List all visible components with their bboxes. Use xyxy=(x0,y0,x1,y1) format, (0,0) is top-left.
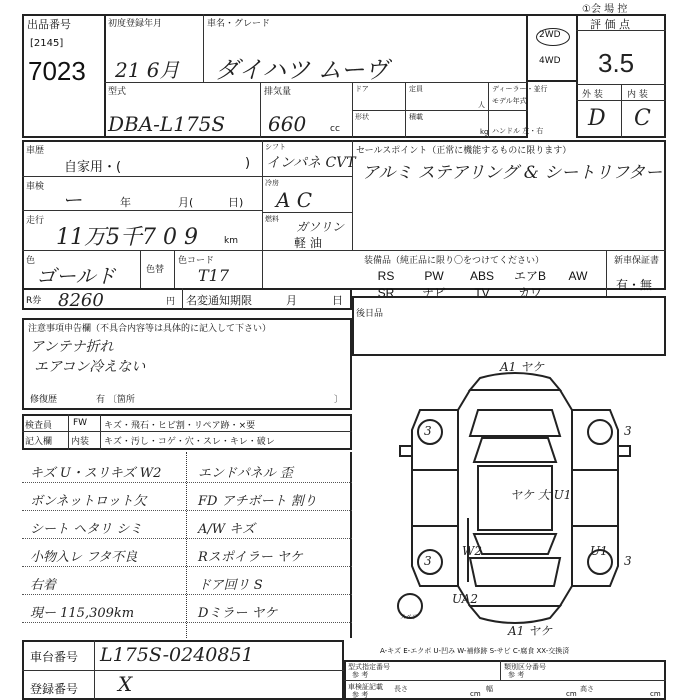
interior-value: C xyxy=(634,106,651,131)
color-change-label: 色替 xyxy=(146,265,165,275)
inspector-note-notes_right-5: Dミラー ヤケ xyxy=(198,606,278,621)
spare-label: スペア xyxy=(400,614,419,621)
equipment-item-eq_row1-1: PW xyxy=(424,269,444,283)
fuel-value: ガソリン xyxy=(296,220,345,234)
inspector-note-notes_right-2: A/W キズ xyxy=(198,522,256,537)
first-reg-value: 21 6月 xyxy=(115,58,180,82)
length-label: 長さ xyxy=(394,685,408,693)
notes-rule-line xyxy=(22,482,352,483)
class-label: 類別区分番号 xyxy=(504,663,546,671)
equipment-label: 装備品（純正品に限り〇をつけてください） xyxy=(364,256,545,266)
drive-4wd: 4WD xyxy=(539,56,561,66)
reg-value: X xyxy=(118,672,133,696)
color-code-value: T17 xyxy=(198,266,230,285)
notes-rule-line xyxy=(22,510,352,511)
month-unit: 月( xyxy=(178,196,194,209)
diagram-left-label: W2 xyxy=(462,544,482,558)
color-label: 色 xyxy=(26,256,36,266)
diagram-circle-2: 3 xyxy=(624,424,632,438)
cert-ref: 参 考 xyxy=(352,691,369,699)
row1-text: キズ・飛石・ヒビ割・リペア跡・×要 xyxy=(104,421,256,431)
inspector-note-notes_right-0: エンドパネル 歪 xyxy=(198,466,293,481)
diagram-legend: A-キズ E-エクボ U-凹み W-補修跡 S-サビ C-腐食 XX-交換済 xyxy=(380,647,570,655)
exterior-value: D xyxy=(588,106,606,131)
inspector-note-notes_right-4: ドア回リ S xyxy=(198,578,263,593)
yen-unit: 円 xyxy=(166,297,176,307)
cc-unit: cc xyxy=(330,124,340,134)
dealer-label: ディーラー・並行 xyxy=(492,85,548,93)
title-change-month: 月 xyxy=(286,294,297,307)
warranty-value: 有・無 xyxy=(616,278,653,292)
equipment-item-eq_row2-1: ナビ xyxy=(421,286,446,300)
width-label: 幅 xyxy=(486,685,493,693)
reg-label: 登録番号 xyxy=(30,682,79,696)
row2-tag: 内装 xyxy=(71,437,90,447)
special-label: 型式指定番号 xyxy=(348,663,390,671)
notes-rule-line xyxy=(22,622,352,623)
diagram-rear-left: UA2 xyxy=(452,592,479,606)
after-box xyxy=(352,296,666,356)
diagram-middle-label: ヤケ 大 U1 xyxy=(510,488,572,502)
equipment-item-eq_row2-3: カワ xyxy=(517,286,542,300)
repair-close: 〕 xyxy=(334,395,344,405)
history-close: ) xyxy=(245,156,251,171)
fuel-label: 燃料 xyxy=(265,215,279,223)
displacement-value: 660 xyxy=(268,112,307,136)
name-label: 車名・グレード xyxy=(207,19,271,29)
lot-label: 出品番号 xyxy=(27,18,71,31)
model-year-label: モデル年式 xyxy=(492,97,527,105)
model-label: 型式 xyxy=(108,87,127,97)
selling-value: アルミ ステアリング & シートリフター xyxy=(362,163,663,183)
kg-unit: kg xyxy=(480,128,489,136)
lot-sub: [2145] xyxy=(30,38,64,49)
shape-label: 形状 xyxy=(355,113,369,121)
capacity-label: 定員 xyxy=(409,85,423,93)
inspector-note-notes-3: 小物入レ フタ不良 xyxy=(30,550,138,565)
diagram-circle-3: 3 xyxy=(424,554,432,568)
notes-rule-line xyxy=(22,594,352,595)
shift-label: シフト xyxy=(265,143,286,151)
handle-label: ハンドル 左・右 xyxy=(492,127,544,135)
diagram-bottom-label: A1 ヤケ xyxy=(508,624,553,638)
chassis-value: L175S-0240851 xyxy=(100,644,254,666)
row1-tag: FW xyxy=(73,418,88,428)
lot-number: 7023 xyxy=(28,56,86,86)
displacement-label: 排気量 xyxy=(264,87,292,97)
ac-label: 冷房 xyxy=(265,179,279,187)
inspector-note-notes-5: 現ー 115,309km xyxy=(30,606,135,621)
notes-line-1: アンテナ折れ xyxy=(30,339,114,355)
drive-2wd: 2WD xyxy=(539,30,561,40)
notes-rule-line xyxy=(22,566,352,567)
row2-text: キズ・汚し・コゲ・穴・スレ・キレ・破レ xyxy=(104,437,275,447)
repair-label: 修復歴 xyxy=(30,395,58,405)
equipment-item-eq_row2-2: TV xyxy=(474,286,490,300)
diagram-circle-4: 3 xyxy=(624,554,632,568)
inspection-label: 車検 xyxy=(26,182,45,192)
cert-label: 車検証記載 xyxy=(348,683,383,691)
inspector-note-notes-2: シート ヘタリ シミ xyxy=(30,522,143,537)
inspector-note-notes_right-3: Rスポイラー ヤケ xyxy=(198,550,303,565)
mileage-value: 11万5千7 0 9 xyxy=(56,225,198,250)
history-label: 車歴 xyxy=(26,146,45,156)
model-value: DBA-L175S xyxy=(108,112,226,136)
special-ref: 参 考 xyxy=(352,671,369,679)
eval-value: 3.5 xyxy=(598,48,635,78)
cm-unit-3: cm xyxy=(650,690,661,698)
exterior-label: 外 装 xyxy=(582,90,603,100)
equipment-item-eq_row1-0: RS xyxy=(377,269,395,283)
class-ref: 参 考 xyxy=(508,671,525,679)
equipment-item-eq_row1-2: ABS xyxy=(469,269,494,283)
title-change-day: 日 xyxy=(332,294,343,307)
name-value: ダイハツ ムーヴ xyxy=(215,56,389,84)
first-reg-label: 初度登録年月 xyxy=(108,19,163,29)
color-code-label: 色コード xyxy=(178,256,215,266)
notes-label: 注意事項申告欄（不具合内容等は具体的に記入して下さい） xyxy=(28,324,272,334)
drive-box xyxy=(526,14,578,82)
km-unit: km xyxy=(224,236,238,246)
recycle-label: R券 xyxy=(26,296,42,306)
warranty-label: 新車保証書 xyxy=(614,256,660,266)
inspector-note-notes-0: キズ U・スリキズ W2 xyxy=(30,466,162,481)
recycle-value: 8260 xyxy=(58,290,104,311)
cm-unit-2: cm xyxy=(566,690,577,698)
inspection-value: ー xyxy=(62,188,82,212)
shift-value: インパネ CVT xyxy=(266,155,356,171)
selling-label: セールスポイント（正常に機能するものに限ります） xyxy=(356,146,572,156)
inspector-note-notes_right-1: FD アチボート 割り xyxy=(198,494,317,509)
equipment-item-eq_row1-3: エアB xyxy=(513,269,546,283)
mileage-label: 走行 xyxy=(26,216,45,226)
after-label: 後日品 xyxy=(356,309,384,319)
repair-value: 有 〔箇所 xyxy=(96,395,135,405)
copy-label: ①会 場 控 xyxy=(582,4,628,15)
title-change-label: 名変通知期限 xyxy=(186,294,252,307)
interior-label: 内 装 xyxy=(627,90,648,100)
ac-value: A C xyxy=(276,188,313,212)
diagram-circle-1: 3 xyxy=(424,424,432,438)
door-label: ドア xyxy=(355,85,369,93)
diagram-side-right: U1 xyxy=(590,544,608,558)
history-value: 自家用・( xyxy=(64,160,122,175)
load-label: 積載 xyxy=(409,113,423,121)
capacity-unit: 人 xyxy=(478,101,485,109)
equipment-item-eq_row1-4: AW xyxy=(568,269,588,283)
cm-unit-1: cm xyxy=(470,690,481,698)
inspector-label: 検査員 xyxy=(25,421,53,431)
chassis-label: 車台番号 xyxy=(30,650,79,664)
inspector-note-notes-4: 右着 xyxy=(30,578,57,593)
day-unit: 日) xyxy=(228,196,244,209)
color-value: ゴールド xyxy=(36,264,116,288)
fuel-light: 軽 油 xyxy=(294,236,322,250)
diagram-top-label: A1 ヤケ xyxy=(500,360,545,374)
inspector-note-notes-1: ボンネットロット欠 xyxy=(30,494,147,509)
eval-label: 評 価 点 xyxy=(590,18,630,31)
notes-line-2: エアコン冷えない xyxy=(34,359,146,375)
height-label: 高さ xyxy=(580,685,594,693)
equipment-item-eq_row2-0: SR xyxy=(377,286,395,300)
record-label: 記入欄 xyxy=(25,437,53,447)
year-unit: 年 xyxy=(120,196,131,209)
notes-rule-line xyxy=(22,538,352,539)
